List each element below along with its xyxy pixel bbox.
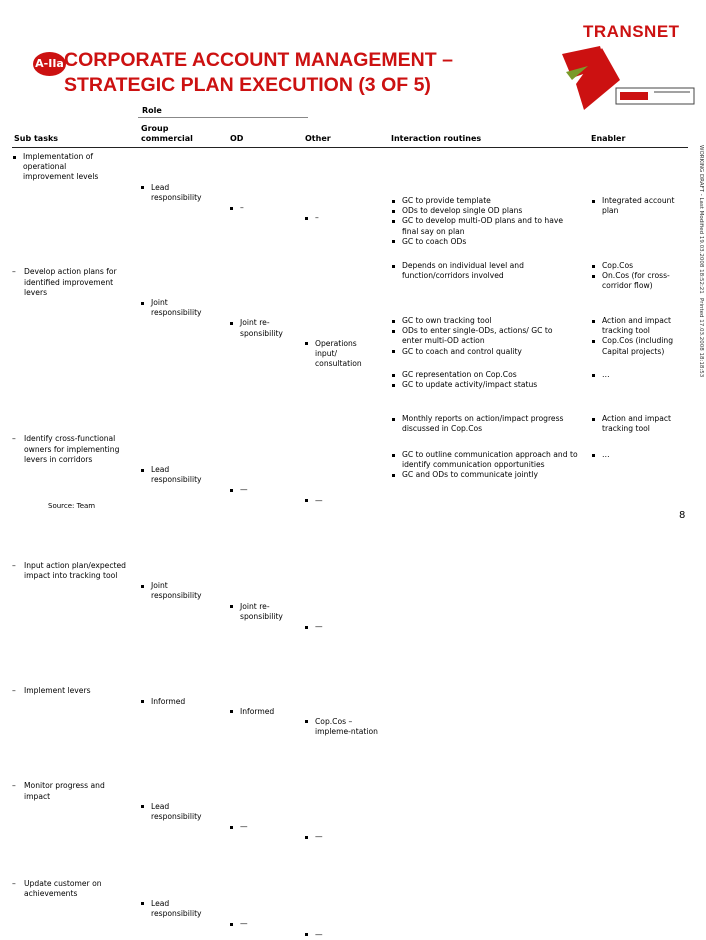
table-row-task: – Input action plan/expected impact into tracking tool xyxy=(12,561,127,581)
interaction-item: GC to coach ODs xyxy=(391,237,581,247)
group-commercial-header: Group commercial xyxy=(141,124,193,143)
table-row-interaction xyxy=(391,450,581,481)
table-row-other: – xyxy=(304,213,379,223)
table-row-interaction xyxy=(391,196,581,247)
table-row-other: — xyxy=(304,622,379,632)
interaction-item: GC to outline communication approach and to identify communication opportunities xyxy=(391,450,581,470)
table-row-group: Lead responsibility xyxy=(140,899,220,919)
table-row-enabler xyxy=(591,316,683,357)
enabler-header: Enabler xyxy=(591,134,626,143)
interaction-item: GC to coach and control quality xyxy=(391,347,566,357)
table-row-od: Informed xyxy=(229,707,294,717)
interaction-item: GC representation on Cop.Cos xyxy=(391,370,566,380)
working-draft-note: WORKING DRAFT - Last Modified 19.03.2008 18:52:21 xyxy=(698,145,704,294)
source-note: Source: Team xyxy=(48,502,96,510)
table-row-enabler xyxy=(591,450,676,460)
table-row-other: — xyxy=(304,930,379,940)
interaction-item: Monthly reports on action/impact progress discussed in Cop.Cos xyxy=(391,414,581,434)
other-header: Other xyxy=(305,134,331,143)
table-row-task: – Develop action plans for identified improvement levers xyxy=(12,267,127,298)
table-row-od: Joint re-sponsibility xyxy=(229,602,299,622)
company-logo-text: TRANSNET xyxy=(583,22,680,41)
interaction-item: GC and ODs to communicate jointly xyxy=(391,470,581,480)
printed-note: Printed 17.03.2008 18:18:53 xyxy=(698,298,704,378)
table-row-group: Joint responsibility xyxy=(140,581,220,601)
sub-tasks-header: Sub tasks xyxy=(14,134,59,143)
interaction-item: GC to develop multi-OD plans and to have final say on plan xyxy=(391,216,581,236)
table-row-group: Joint responsibility xyxy=(140,298,220,318)
role-header: Role xyxy=(142,106,162,115)
table-row-other: — xyxy=(304,832,379,842)
table-row-group: Lead responsibility xyxy=(140,465,220,485)
table-row-interaction xyxy=(391,316,566,357)
page-title xyxy=(64,48,453,98)
page-title-line-1: CORPORATE ACCOUNT MANAGEMENT – xyxy=(64,49,453,71)
interaction-item: ODs to enter single-ODs, actions/ GC to enter multi-OD action xyxy=(391,326,566,346)
table-row-task: – Implement levers xyxy=(12,686,127,696)
enabler-item: On.Cos (for cross-corridor flow) xyxy=(591,271,676,291)
table-row-task: Implementation of operational improvement levels xyxy=(12,152,112,183)
table-row-group: Lead responsibility xyxy=(140,802,220,822)
table-row-other: — xyxy=(304,496,379,506)
table-row-task: – Update customer on achievements xyxy=(12,879,127,899)
interaction-routines-header: Interaction routines xyxy=(391,134,482,143)
page-title-line-2: STRATEGIC PLAN EXECUTION (3 OF 5) xyxy=(64,74,431,96)
table-row-od: — xyxy=(229,485,294,495)
table-row-interaction xyxy=(391,261,561,281)
table-row-group: Lead responsibility xyxy=(140,183,220,203)
table-row-task: – Identify cross-functional owners for implementing levers in corridors xyxy=(12,434,127,465)
table-row-group: Informed xyxy=(140,697,220,707)
interaction-item: ODs to develop single OD plans xyxy=(391,206,581,216)
table-row-od: — xyxy=(229,822,294,832)
table-row-od: — xyxy=(229,919,294,929)
enabler-item: Cop.Cos xyxy=(591,261,676,271)
table-row-enabler xyxy=(591,370,676,380)
table-row-other: Cop.Cos – impleme-ntation xyxy=(304,717,379,737)
table-row-task: – Monitor progress and impact xyxy=(12,781,127,801)
interaction-item: GC to update activity/impact status xyxy=(391,380,566,390)
section-badge: A-IIa xyxy=(33,52,66,76)
interaction-item: GC to own tracking tool xyxy=(391,316,566,326)
page-number: 8 xyxy=(679,510,686,521)
table-row-enabler xyxy=(591,196,681,216)
interaction-item: Depends on individual level and function/corridors involved xyxy=(391,261,561,281)
interaction-item: GC to provide template xyxy=(391,196,581,206)
header-divider xyxy=(12,147,688,148)
enabler-item: Integrated account plan xyxy=(591,196,681,216)
table-row-enabler xyxy=(591,261,676,292)
enabler-item: Cop.Cos (including Capital projects) xyxy=(591,336,683,356)
table-row-enabler xyxy=(591,414,681,434)
company-logo-icon xyxy=(558,44,698,116)
table-row-other: Operations input/ consultation xyxy=(304,339,379,370)
enabler-item: Action and impact tracking tool xyxy=(591,414,681,434)
enabler-item: … xyxy=(591,370,676,380)
table-row-od: – xyxy=(229,203,294,213)
table-row-od: Joint re-sponsibility xyxy=(229,318,299,338)
table-row-interaction xyxy=(391,370,566,390)
enabler-item: Action and impact tracking tool xyxy=(591,316,683,336)
role-divider xyxy=(138,117,308,118)
enabler-item: … xyxy=(591,450,676,460)
od-header: OD xyxy=(230,134,244,143)
table-row-interaction xyxy=(391,414,581,434)
